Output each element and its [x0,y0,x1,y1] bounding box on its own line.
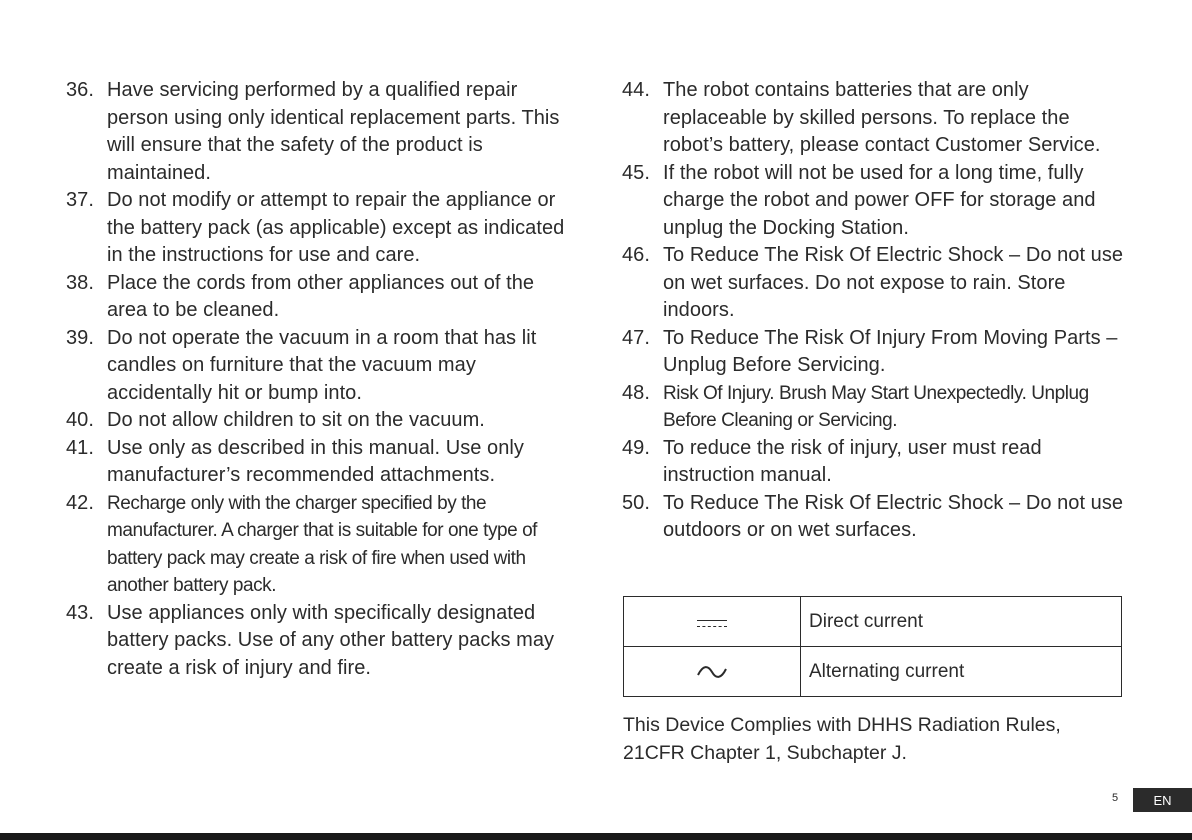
list-item [66,435,576,490]
item-text: Have servicing performed by a qualified repair person using only identical replacement parts. This will ensure that the safety of the product is maintained. [107,79,560,184]
list-item [622,380,1132,435]
item-number: 50. [622,491,650,514]
item-number: 48. [622,381,650,404]
symbol-description: Alternating current [801,647,1122,697]
item-text: To Reduce The Risk Of Electric Shock – Do not use outdoors or on wet surfaces. [663,491,1124,541]
item-text: Use appliances only with specifically designated battery packs. Use of any other battery packs may create a risk of injury and fire. [107,601,555,679]
item-number: 39. [66,326,94,349]
safety-list-left [66,77,576,682]
item-text: To reduce the risk of injury, user must read instruction manual. [663,436,1042,486]
list-item [622,77,1132,160]
item-text: Place the cords from other appliances out of the area to be cleaned. [107,271,535,321]
list-item [66,407,576,435]
right-column [622,77,1132,545]
symbols-table [623,596,1122,697]
language-badge: EN [1133,788,1192,812]
list-item [622,160,1132,243]
item-text: Do not operate the vacuum in a room that has lit candles on furniture that the vacuum may accidentally hit or bump into. [107,326,537,404]
item-text: If the robot will not be used for a long time, fully charge the robot and power OFF for storage and unplug the Docking Station. [663,161,1096,239]
item-number: 40. [66,409,94,431]
list-item [622,435,1132,490]
list-item [622,325,1132,380]
page-number: 5 [1112,792,1119,804]
item-number: 46. [622,244,650,266]
item-text: To Reduce The Risk Of Electric Shock – Do not use on wet surfaces. Do not expose to rain. Store indoors. [663,244,1124,321]
safety-list-right [622,77,1132,545]
item-number: 36. [66,79,94,101]
item-number: 43. [66,601,94,624]
item-text: To Reduce The Risk Of Injury From Moving Parts – Unplug Before Servicing. [663,326,1118,376]
list-item [66,490,576,600]
item-number: 37. [66,189,94,211]
list-item [66,325,576,408]
compliance-line: 21CFR Chapter 1, Subchapter J. [623,741,907,764]
direct-current-icon [697,620,727,629]
list-item [66,600,576,683]
left-column [66,77,576,682]
list-item [66,270,576,325]
item-text: Do not modify or attempt to repair the appliance or the battery pack (as applicable) except as indicated in the instructions for use and care. [107,189,565,266]
item-text: The robot contains batteries that are only replaceable by skilled persons. To replace the robot’s battery, please contact Customer Service. [663,79,1101,156]
item-text: Risk Of Injury. Brush May Start Unexpectedly. Unplug Before Cleaning or Servicing. [663,382,1089,431]
item-number: 41. [66,436,94,459]
item-number: 47. [622,326,650,349]
item-text: Recharge only with the charger specified by the manufacturer. A charger that is suitable for one type of battery pack may create a risk of fire when used with another battery pack. [107,492,538,596]
item-number: 49. [622,436,650,459]
list-item [622,490,1132,545]
symbol-cell [624,597,801,647]
compliance-line: This Device Complies with DHHS Radiation Rules, [623,714,1061,736]
symbol-cell [624,647,801,697]
item-number: 44. [622,79,650,101]
item-text: Do not allow children to sit on the vacuum. [107,409,485,431]
compliance-statement [623,712,1153,767]
list-item [66,77,576,187]
list-item [66,187,576,270]
item-number: 42. [66,491,94,514]
table-row [624,597,1122,647]
symbol-description: Direct current [801,597,1122,647]
list-item [622,242,1132,325]
table-row [624,647,1122,697]
item-text: Use only as described in this manual. Use only manufacturer’s recommended attachments. [107,436,524,486]
bottom-rule [0,833,1192,840]
item-number: 45. [622,161,650,184]
item-number: 38. [66,271,94,294]
alternating-current-icon [697,665,727,679]
